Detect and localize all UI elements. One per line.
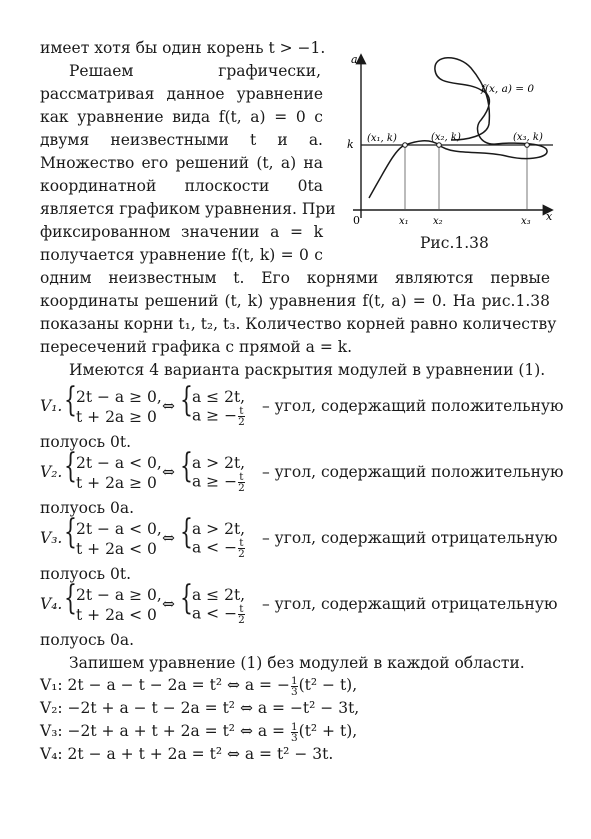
text-line-1: имеет хотя бы один корень t > −1. <box>40 39 326 57</box>
system-v4-row2: t + 2a < 0 <box>76 606 157 624</box>
label-axis-a: a <box>351 53 358 66</box>
system-v2-brace-left: { <box>64 446 77 486</box>
system-v1 <box>40 380 564 430</box>
system-v1-row4-text: a ≥ − <box>192 406 238 425</box>
equation-v2: V₂: −2t + a − t − 2a = t² ⇔ a = −t² − 3t, <box>40 699 360 717</box>
system-v4-row3: a ≤ 2t, <box>192 586 246 604</box>
system-v3-frac <box>238 538 245 559</box>
label-x1: x₁ <box>399 216 409 227</box>
text-line-5: двумя неизвестными t и a. <box>40 131 323 149</box>
system-v2-tail: полуось 0a. <box>40 499 135 517</box>
equation-v1 <box>40 675 357 697</box>
system-v4-brace-right: { <box>180 578 193 618</box>
system-v4-frac-den: 2 <box>238 614 245 626</box>
system-v2-row3: a > 2t, <box>192 454 246 472</box>
system-v1-row4 <box>192 406 246 427</box>
label-curve: f(x, a) = 0 <box>481 83 535 95</box>
system-v4-tail: полуось 0a. <box>40 631 135 649</box>
system-v2-frac <box>238 472 245 493</box>
label-point-1: (x₁, k) <box>367 133 397 144</box>
system-v4 <box>40 578 558 628</box>
system-v3-row3: a > 2t, <box>192 520 246 538</box>
text-line-14: пересечений графика с прямой a = k. <box>40 338 353 356</box>
equation-v1-frac-den: 3 <box>290 685 298 698</box>
system-v1-frac-num: t <box>239 405 244 417</box>
system-v2-equiv: ⇔ <box>162 463 175 481</box>
system-v3-frac-num: t <box>239 537 244 549</box>
equation-v3-frac <box>291 722 298 743</box>
system-v1-label: V₁. <box>40 397 63 415</box>
equation-v4: V₄: 2t − a + t + 2a = t² ⇔ a = t² − 3t. <box>40 745 334 763</box>
equation-v3 <box>40 721 357 743</box>
text-line-13: показаны корни t₁, t₂, t₃. Количество корней равно количеству <box>40 315 557 333</box>
system-v1-brace-right: { <box>180 380 193 420</box>
text-line-20: Запишем уравнение (1) без модулей в каждой области. <box>69 654 525 672</box>
system-v3-desc: – угол, содержащий отрицательную <box>262 529 558 547</box>
system-v1-row2: t + 2a ≥ 0 <box>76 408 157 426</box>
equation-v1-frac-num: 1 <box>290 674 298 687</box>
figure-caption: Рис.1.38 <box>420 234 489 252</box>
system-v4-row1: 2t − a ≥ 0, <box>76 586 162 604</box>
system-v1-desc: – угол, содержащий положительную <box>262 397 564 415</box>
label-origin: 0 <box>353 214 360 227</box>
system-v3-row2: t + 2a < 0 <box>76 540 157 558</box>
label-point-2: (x₂, k) <box>431 132 461 143</box>
text-line-2 <box>69 61 319 82</box>
system-v3-equiv: ⇔ <box>162 529 175 547</box>
system-v2-desc: – угол, содержащий положительную <box>262 463 564 481</box>
system-v4-desc: – угол, содержащий отрицательную <box>262 595 558 613</box>
equation-v1-frac <box>291 676 298 697</box>
system-v2-row1: 2t − a < 0, <box>76 454 162 472</box>
curve-f <box>369 58 547 198</box>
point-3 <box>525 143 530 148</box>
text-line-3: рассматривая данное уравнение <box>40 85 323 103</box>
label-point-3: (x₃, k) <box>513 132 543 143</box>
text-line-12: координаты решений (t, k) уравнения f(t, a) = 0. На рис.1.38 <box>40 292 550 310</box>
system-v3-tail: полуось 0t. <box>40 565 132 583</box>
text-line-6: Множество его решений (t, a) на <box>40 154 323 172</box>
system-v4-frac-num: t <box>239 603 244 615</box>
text-line-4: как уравнение вида f(t, a) = 0 с <box>40 108 323 126</box>
system-v4-equiv: ⇔ <box>162 595 175 613</box>
system-v2-label: V₂. <box>40 463 63 481</box>
system-v2-row4-text: a ≥ − <box>192 472 238 491</box>
system-v3 <box>40 512 558 562</box>
label-x2: x₂ <box>433 216 443 227</box>
system-v1-row1: 2t − a ≥ 0, <box>76 388 162 406</box>
label-k: k <box>347 138 354 151</box>
system-v2 <box>40 446 564 496</box>
text-line-7: координатной плоскости 0ta <box>40 177 323 195</box>
equation-v1-a: V₁: 2t − a − t − 2a = t² ⇔ a = − <box>40 676 290 694</box>
text-line-2a: Решаем <box>69 62 134 80</box>
system-v4-label: V₄. <box>40 595 63 613</box>
system-v3-label: V₃. <box>40 529 63 547</box>
system-v3-brace-left: { <box>64 512 77 552</box>
system-v3-frac-den: 2 <box>238 548 245 560</box>
system-v3-brace-right: { <box>180 512 193 552</box>
text-line-11: одним неизвестным t. Его корнями являются первые <box>40 269 550 287</box>
text-line-8: является графиком уравнения. При <box>40 200 336 218</box>
equation-v3-a: V₃: −2t + a + t + 2a = t² ⇔ a = <box>40 722 286 740</box>
equation-v1-b: (t² − t), <box>298 676 358 694</box>
system-v1-frac-den: 2 <box>238 416 245 428</box>
label-x3: x₃ <box>521 216 531 227</box>
point-2 <box>437 143 442 148</box>
system-v3-row4 <box>192 538 246 559</box>
system-v4-row4-text: a < − <box>192 604 238 623</box>
system-v2-row2: t + 2a ≥ 0 <box>76 474 157 492</box>
equation-v3-frac-den: 3 <box>290 731 298 744</box>
text-line-9: фиксированном значении a = k <box>40 223 323 241</box>
system-v4-brace-left: { <box>64 578 77 618</box>
system-v3-row4-text: a < − <box>192 538 238 557</box>
system-v3-row1: 2t − a < 0, <box>76 520 162 538</box>
system-v2-row4 <box>192 472 246 493</box>
figure-1-38 <box>341 48 556 233</box>
system-v2-frac-den: 2 <box>238 482 245 494</box>
equation-v3-b: (t² + t), <box>298 722 358 740</box>
system-v2-frac-num: t <box>239 471 244 483</box>
system-v1-row3: a ≤ 2t, <box>192 388 246 406</box>
label-axis-x: x <box>546 210 553 223</box>
system-v4-row4 <box>192 604 246 625</box>
system-v1-frac <box>238 406 245 427</box>
system-v1-equiv: ⇔ <box>162 397 175 415</box>
system-v1-brace-left: { <box>64 380 77 420</box>
system-v1-tail: полуось 0t. <box>40 433 132 451</box>
text-line-10: получается уравнение f(t, k) = 0 с <box>40 246 323 264</box>
point-1 <box>403 143 408 148</box>
system-v4-frac <box>238 604 245 625</box>
text-line-15: Имеются 4 варианта раскрытия модулей в уравнении (1). <box>69 361 546 379</box>
text-line-2b: графически, <box>218 62 321 80</box>
system-v2-brace-right: { <box>180 446 193 486</box>
equation-v3-frac-num: 1 <box>290 720 298 733</box>
